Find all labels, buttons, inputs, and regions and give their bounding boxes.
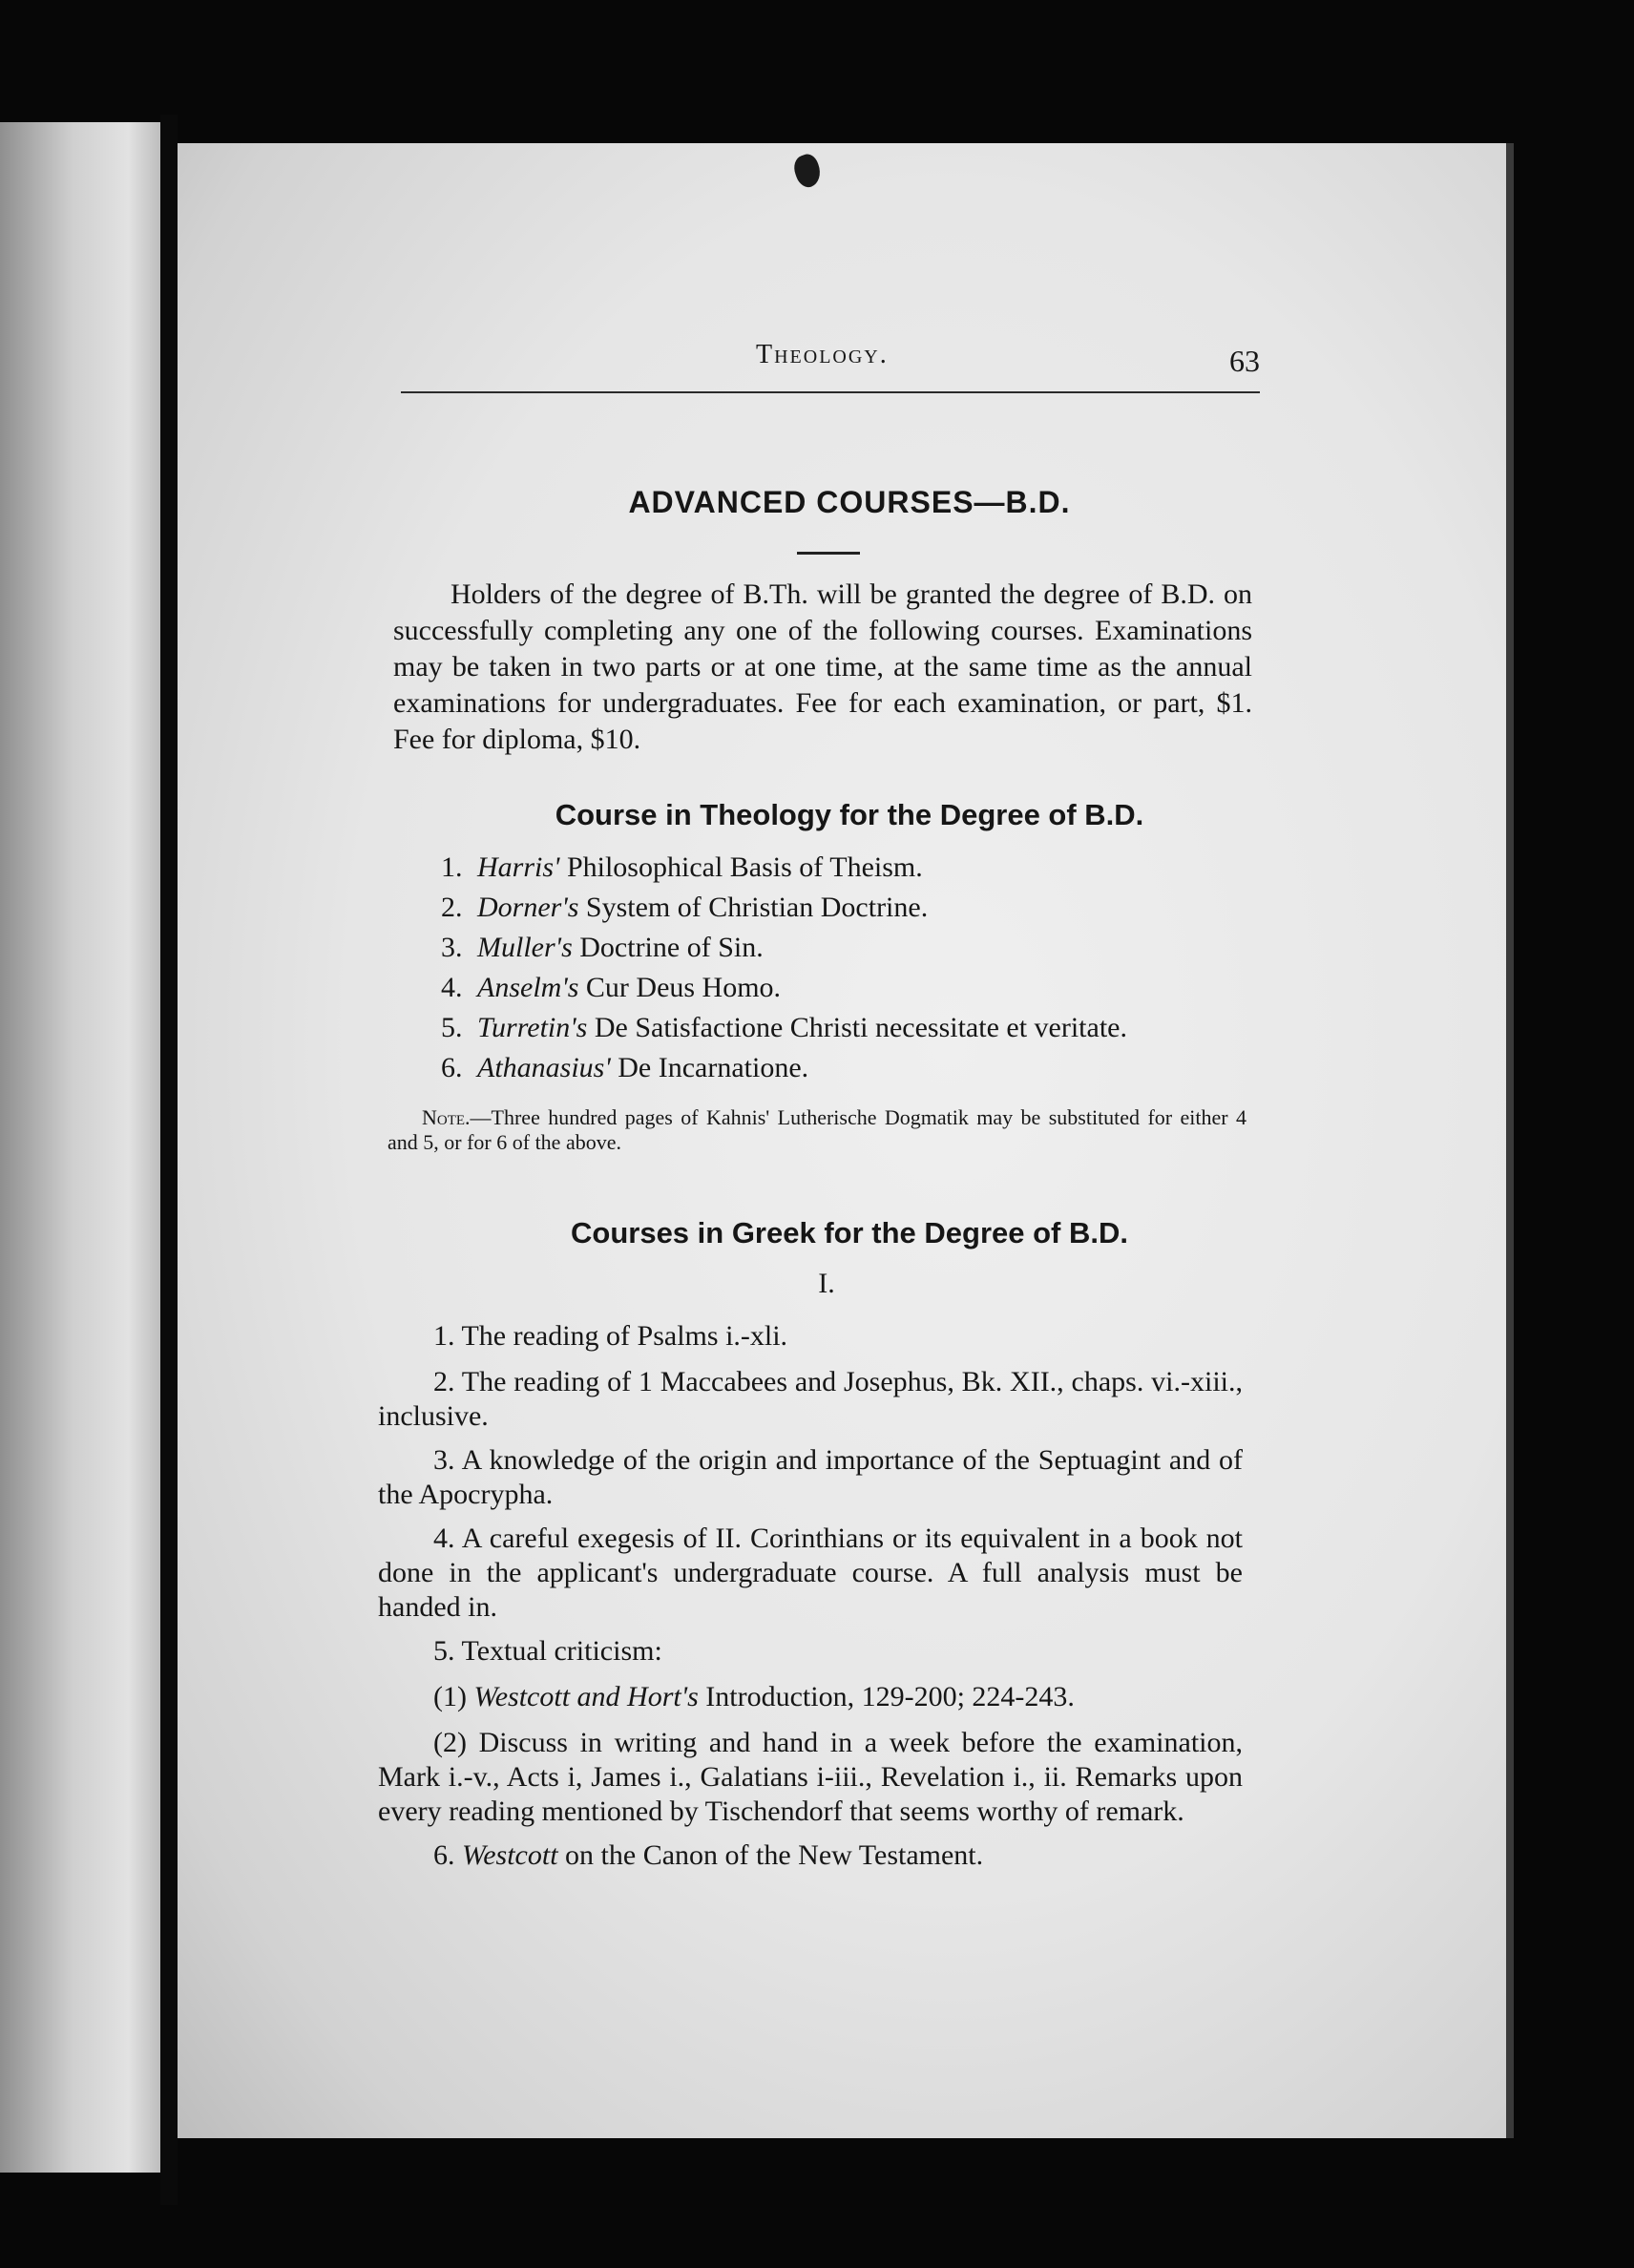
sub-item: (2) Discuss in writing and hand in a week before the examination, Mark i.-v., Acts i, James i., Galatians i-iii., Revelation i., ii. Remarks upon every reading mentioned by Tischendorf that seems worthy of remark.	[378, 1727, 1243, 1827]
running-title: Theology.	[756, 340, 889, 369]
list-item: 2. Dorner's System of Christian Doctrine.	[441, 892, 929, 923]
sub-item: (1) Westcott and Hort's Introduction, 129-200; 224-243.	[433, 1681, 1075, 1712]
list-item: 1. Harris' Philosophical Basis of Theism.	[441, 851, 923, 883]
greek-course-list	[378, 1319, 1243, 1884]
header-rule	[401, 391, 1260, 393]
list-item: 5. Turretin's De Satisfactione Christi necessitate et veritate.	[441, 1012, 1127, 1043]
list-item: 2. The reading of 1 Maccabees and Josephus, Bk. XII., chaps. vi.-xiii., inclusive.	[378, 1366, 1243, 1432]
main-heading: ADVANCED COURSES—B.D.	[628, 485, 1071, 519]
list-item: 6. Westcott on the Canon of the New Testament.	[433, 1839, 984, 1871]
book-gutter	[160, 115, 178, 2205]
theology-course-heading: Course in Theology for the Degree of B.D.	[555, 798, 1144, 831]
list-item: 4. Anselm's Cur Deus Homo.	[441, 972, 782, 1003]
theology-course-list	[441, 848, 1127, 1088]
list-item: 1. The reading of Psalms i.-xli.	[433, 1320, 788, 1352]
greek-course-heading: Courses in Greek for the Degree of B.D.	[571, 1216, 1128, 1250]
list-item: 3. Muller's Doctrine of Sin.	[441, 932, 764, 963]
page-right-edge	[1506, 143, 1514, 2138]
list-item: 5. Textual criticism:	[433, 1635, 662, 1667]
page-header	[401, 334, 1260, 388]
note-label: Note.	[422, 1105, 471, 1129]
intro-paragraph: Holders of the degree of B.Th. will be granted the degree of B.D. on successfully completing any one of the following courses. Examinations may be taken in two parts or at one time, at the same time as the annual examinations for undergraduates. Fee for each examination, or part, $1. Fee for diploma, $10.	[393, 578, 1252, 755]
heading-rule	[797, 552, 860, 555]
section-numeral: I.	[818, 1268, 835, 1299]
course-note	[388, 1105, 1246, 1155]
note-text: —Three hundred pages of Kahnis' Lutherische Dogmatik may be substituted for either 4 and 5, or for 6 of the above.	[388, 1105, 1246, 1154]
list-item: 3. A knowledge of the origin and importance of the Septuagint and of the Apocrypha.	[378, 1444, 1243, 1510]
page-number: 63	[1229, 344, 1260, 378]
list-item: 4. A careful exegesis of II. Corinthians or its equivalent in a book not done in the applicant's undergraduate course. A full analysis must be handed in.	[378, 1522, 1243, 1623]
list-item: 6. Athanasius' De Incarnatione.	[441, 1052, 809, 1083]
facing-page-edge	[0, 122, 160, 2173]
